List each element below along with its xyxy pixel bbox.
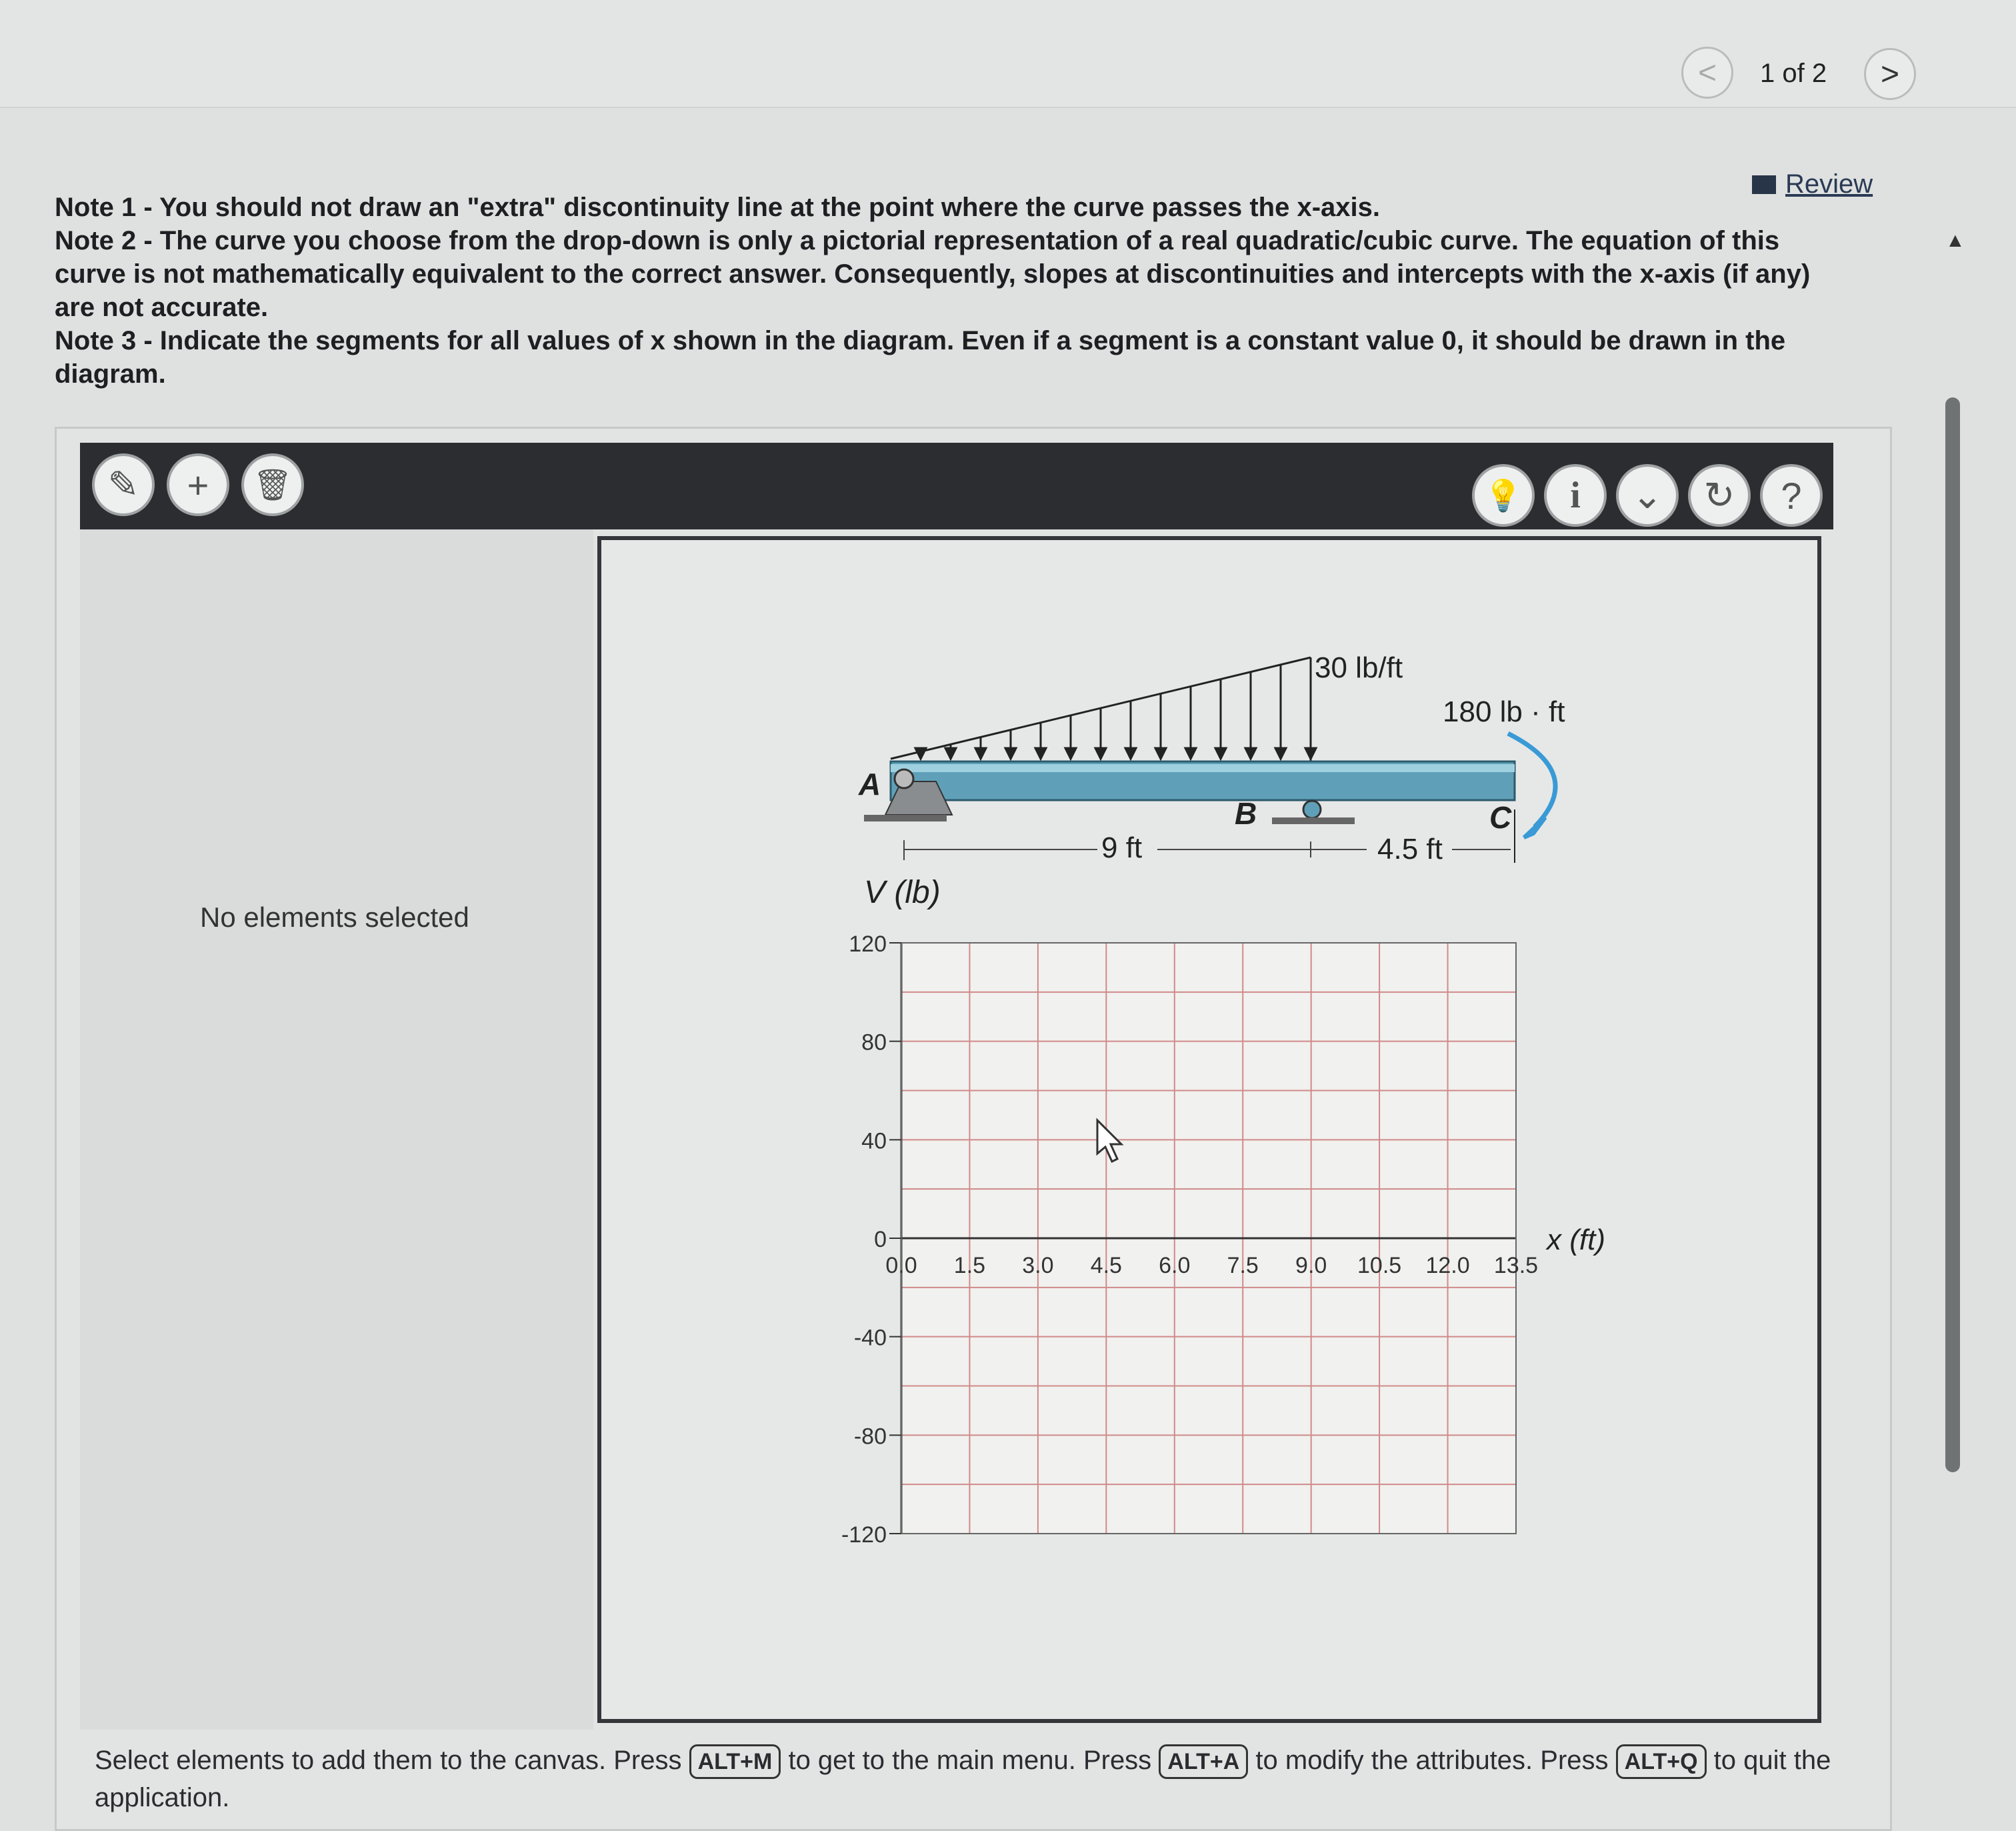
beam-highlight [891, 764, 1515, 772]
chevron-left-icon: < [1697, 55, 1717, 91]
y-tick-label: -40 [853, 1325, 887, 1351]
load-arrowhead [915, 748, 926, 759]
load-arrowhead [1065, 748, 1076, 759]
x-tick-label: 0.0 [885, 1253, 917, 1278]
x-tick-label: 10.5 [1357, 1253, 1402, 1278]
load-arrowhead [1185, 748, 1196, 759]
lightbulb-icon: 💡 [1484, 477, 1523, 513]
y-tick-label: 80 [861, 1030, 887, 1056]
x-tick-label: 6.0 [1159, 1253, 1191, 1278]
x-tick-label: 12.0 [1425, 1253, 1470, 1278]
chevron-right-icon: > [1880, 56, 1900, 92]
span-ab-label: 9 ft [1101, 831, 1143, 864]
load-arrowhead [1245, 748, 1256, 759]
keyboard-instructions: Select elements to add them to the canvas. Press ALT+M to get to the main menu. Press ALT+A to modify the attributes. Press ALT+Q to quit the application. [95, 1746, 1831, 1812]
load-arrowhead [1095, 748, 1106, 759]
y-tick-label: -120 [841, 1522, 887, 1548]
page-indicator: 1 of 2 [1760, 59, 1827, 88]
selection-status: No elements selected [200, 901, 469, 933]
info-icon: i [1570, 475, 1581, 516]
load-arrowhead [1215, 748, 1226, 759]
y-tick-label: 40 [861, 1128, 887, 1154]
alt-q-key: ALT+Q [1616, 1744, 1707, 1779]
y-axis-label: V (lb) [864, 875, 941, 910]
note-1: Note 1 - You should not draw an "extra" discontinuity line at the point where the curve passes the x-axis. [55, 193, 1380, 222]
alt-m-key: ALT+M [689, 1744, 781, 1779]
load-arrowhead [1035, 748, 1046, 759]
reset-icon: ↻ [1703, 474, 1735, 516]
load-label: 30 lb/ft [1315, 651, 1403, 684]
y-tick-label: 0 [874, 1227, 887, 1252]
point-b-label: B [1235, 796, 1257, 831]
note-2: Note 2 - The curve you choose from the drop-down is only a pictorial representation of a real quadratic/cubic curve. The equation of this curve is not mathematically equivalent to the correct answer. Consequently, slopes at discontinuities and intercepts with the x-axis (if any) are not accurate. [55, 226, 1811, 322]
moment-arrowhead [1524, 817, 1545, 837]
scroll-up-arrow-icon[interactable]: ▲ [1945, 229, 1965, 251]
distributed-load [891, 657, 1316, 761]
load-arrowhead [1305, 748, 1316, 759]
help-icon: ? [1781, 474, 1802, 517]
roller-support-b [1272, 801, 1355, 824]
note-3: Note 3 - Indicate the segments for all values of x shown in the diagram. Even if a segment is a constant value 0, it should be drawn in the diagram. [55, 326, 1786, 389]
shear-grid [901, 943, 1516, 1534]
alt-a-key: ALT+A [1159, 1744, 1248, 1779]
y-tick-labels [841, 932, 901, 1548]
x-tick-label: 7.5 [1227, 1253, 1259, 1278]
y-tick-label: 120 [849, 932, 887, 957]
plus-icon: + [187, 463, 209, 506]
load-arrowhead [1275, 748, 1286, 759]
moment-label: 180 lb · ft [1443, 695, 1565, 728]
x-tick-label: 1.5 [953, 1253, 986, 1278]
draw-line-icon: ✎ [107, 463, 139, 505]
trash-icon: 🗑 [253, 467, 293, 502]
x-tick-label: 9.0 [1295, 1253, 1327, 1278]
point-c-label: C [1489, 800, 1512, 835]
x-tick-label: 4.5 [1090, 1253, 1122, 1278]
load-arrowhead [975, 748, 986, 759]
x-axis-label: x (ft) [1547, 1224, 1605, 1256]
chevron-down-icon: ⌄ [1631, 474, 1663, 516]
x-tick-label: 13.5 [1493, 1253, 1539, 1278]
load-arrowhead [945, 748, 956, 759]
x-tick-label: 3.0 [1022, 1253, 1054, 1278]
point-a-label: A [859, 767, 881, 801]
load-arrowhead [1155, 748, 1166, 759]
span-bc-label: 4.5 ft [1377, 833, 1443, 865]
review-label: Review [1785, 169, 1873, 199]
y-tick-label: -80 [853, 1424, 887, 1450]
load-arrowhead [1005, 748, 1016, 759]
load-arrowhead [1125, 748, 1136, 759]
